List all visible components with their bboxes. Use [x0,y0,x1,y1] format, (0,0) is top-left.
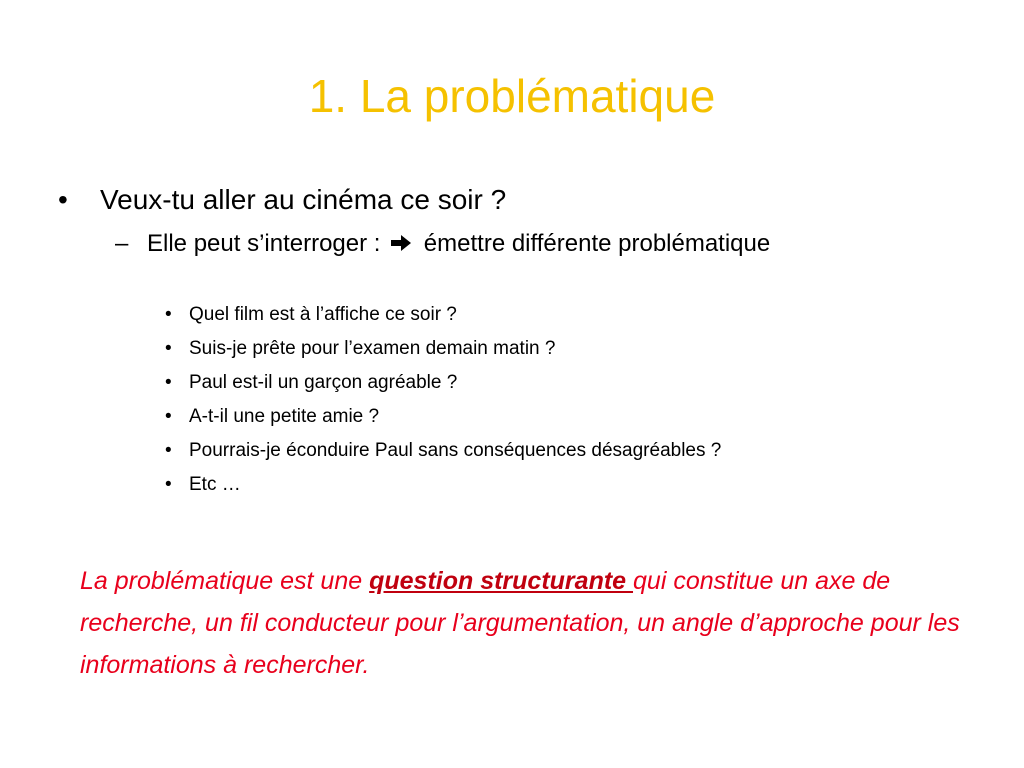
sub-bullet [115,229,815,261]
bullet-marker: • [165,440,172,461]
question-text: Etc … [189,474,241,495]
dash-marker: – [115,230,129,257]
list-item [165,434,721,468]
question-text: Paul est-il un garçon agréable ? [189,372,458,393]
definition-emphasis: question structurante [369,567,634,595]
bullet-marker: • [165,372,172,393]
right-arrow-icon [389,231,413,261]
question-text: Quel film est à l’affiche ce soir ? [189,304,457,325]
definition-part1: La problématique est une [80,567,370,595]
list-item [165,400,721,434]
definition-paragraph [80,560,960,686]
list-item [165,366,721,400]
bullet-marker: • [165,338,172,359]
sub-bullet-after-arrow: émettre différente problématique [423,230,771,257]
list-item [165,468,721,502]
question-text: A-t-il une petite amie ? [189,406,380,427]
bullet-marker: • [165,304,172,325]
slide-title: 1. La problématique [308,70,716,122]
list-item [165,332,721,366]
bullet-marker: • [165,474,172,495]
bullet-marker: • [58,184,68,215]
definition-part2: qui constitue un axe de recherche, un fil conducteur pour l’argumentation, un angle d’approche pour les informations à rechercher. [80,567,960,679]
main-bullet-text: Veux-tu aller au cinéma ce soir ? [100,184,507,215]
question-text: Pourrais-je éconduire Paul sans conséquences désagréables ? [189,440,722,461]
questions-list [165,298,721,502]
question-text: Suis-je prête pour l’examen demain matin ? [189,338,556,359]
sub-bullet-before-arrow: Elle peut s’interroger : [147,230,381,257]
sub-bullet-text [147,229,815,261]
bullet-marker: • [165,406,172,427]
list-item [165,298,721,332]
